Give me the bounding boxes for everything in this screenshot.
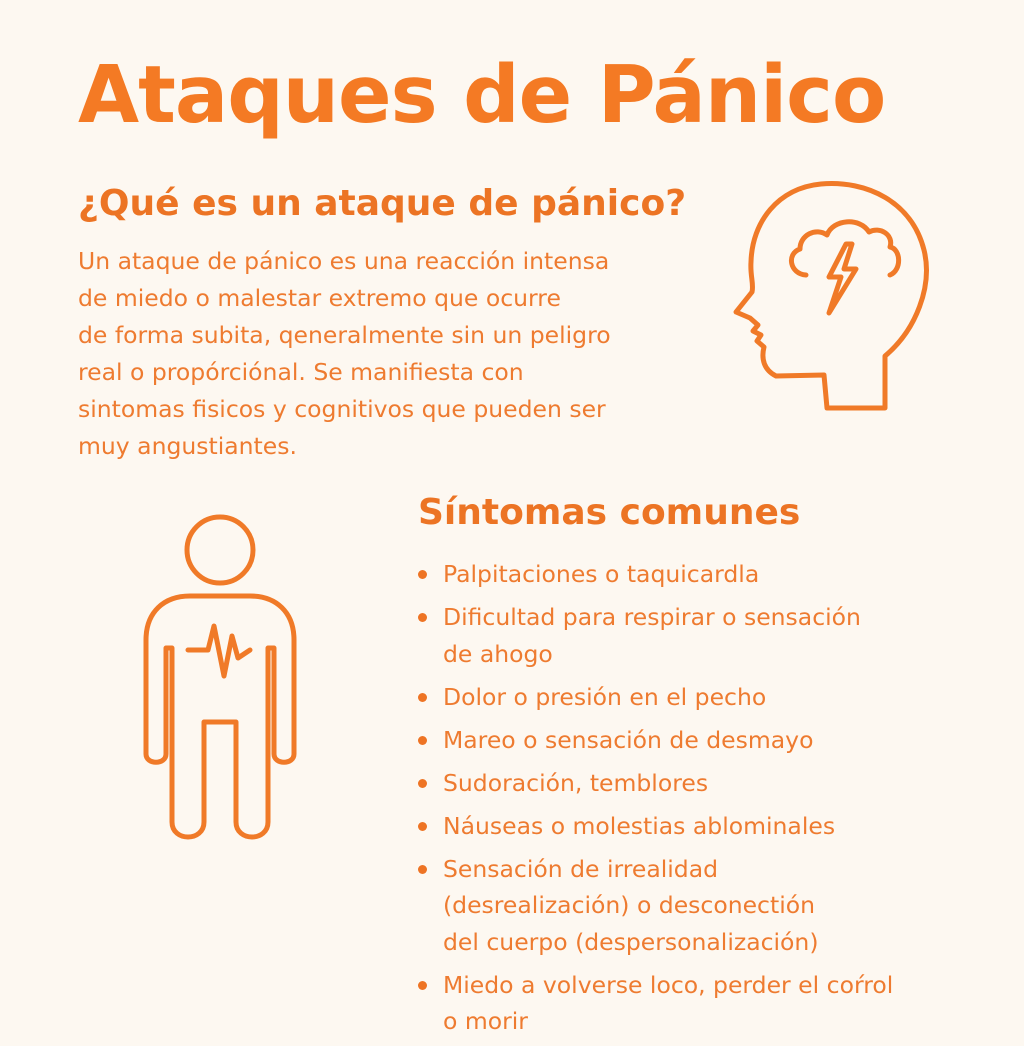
bullet-icon: [418, 570, 427, 579]
bullet-icon: [418, 865, 427, 874]
symptom-text: del cuerpo (despersonalización): [443, 927, 819, 956]
definition-heading: ¿Qué es un ataque de pánico?: [78, 183, 687, 224]
symptom-list: [418, 556, 1008, 1046]
definition-line: real o propórciónal. Se manifiesta con: [78, 358, 524, 386]
symptom-text: de ahogo: [443, 639, 553, 668]
definition-paragraph: [78, 243, 678, 465]
symptom-text: Náuseas o molestias ablominales: [443, 811, 836, 840]
symptom-item: [418, 967, 1008, 1040]
symptom-text: Dolor o presión en el pecho: [443, 682, 767, 711]
symptom-text: o morir: [443, 1007, 528, 1035]
symptom-text: Sensación de irrealidad: [443, 854, 719, 883]
definition-line: muy angustiantes.: [78, 432, 297, 460]
symptom-text: Miedo a volverse loco, perder el coŕrol: [443, 970, 894, 999]
symptom-text: Sudoración, temblores: [443, 768, 709, 797]
person-with-heartbeat-icon: [138, 512, 303, 851]
symptom-item: [418, 599, 1008, 672]
symptom-item: [418, 722, 1008, 759]
symptom-item: [418, 765, 1008, 802]
definition-line: sintomas fisicos y cognitivos que pueden ser: [78, 395, 606, 423]
head-with-storm-cloud-icon: [730, 178, 930, 422]
symptoms-heading: Síntomas comunes: [418, 492, 801, 533]
bullet-icon: [418, 613, 427, 622]
symptom-text: Mareo o sensación de desmayo: [443, 725, 814, 754]
symptom-text: Dificultad para respirar o sensación: [443, 603, 861, 631]
bullet-icon: [418, 779, 427, 788]
definition-line: Un ataque de pánico es una reacción intensa: [78, 247, 610, 275]
bullet-icon: [418, 736, 427, 745]
definition-line: de miedo o malestar extremo que ocurre: [78, 284, 561, 312]
definition-line: de forma subita, qeneralmente sin un peligro: [78, 321, 611, 349]
bullet-icon: [418, 693, 427, 702]
symptom-text: (desrealización) o desconectión: [443, 891, 815, 919]
bullet-icon: [418, 981, 427, 990]
symptom-item: [418, 851, 1008, 961]
symptom-item: [418, 556, 1008, 593]
page-title: Ataques de Pánico: [78, 49, 886, 141]
symptom-text: Palpitaciones o taquicardla: [443, 560, 760, 588]
symptom-item: [418, 679, 1008, 716]
bullet-icon: [418, 822, 427, 831]
symptom-item: [418, 808, 1008, 845]
